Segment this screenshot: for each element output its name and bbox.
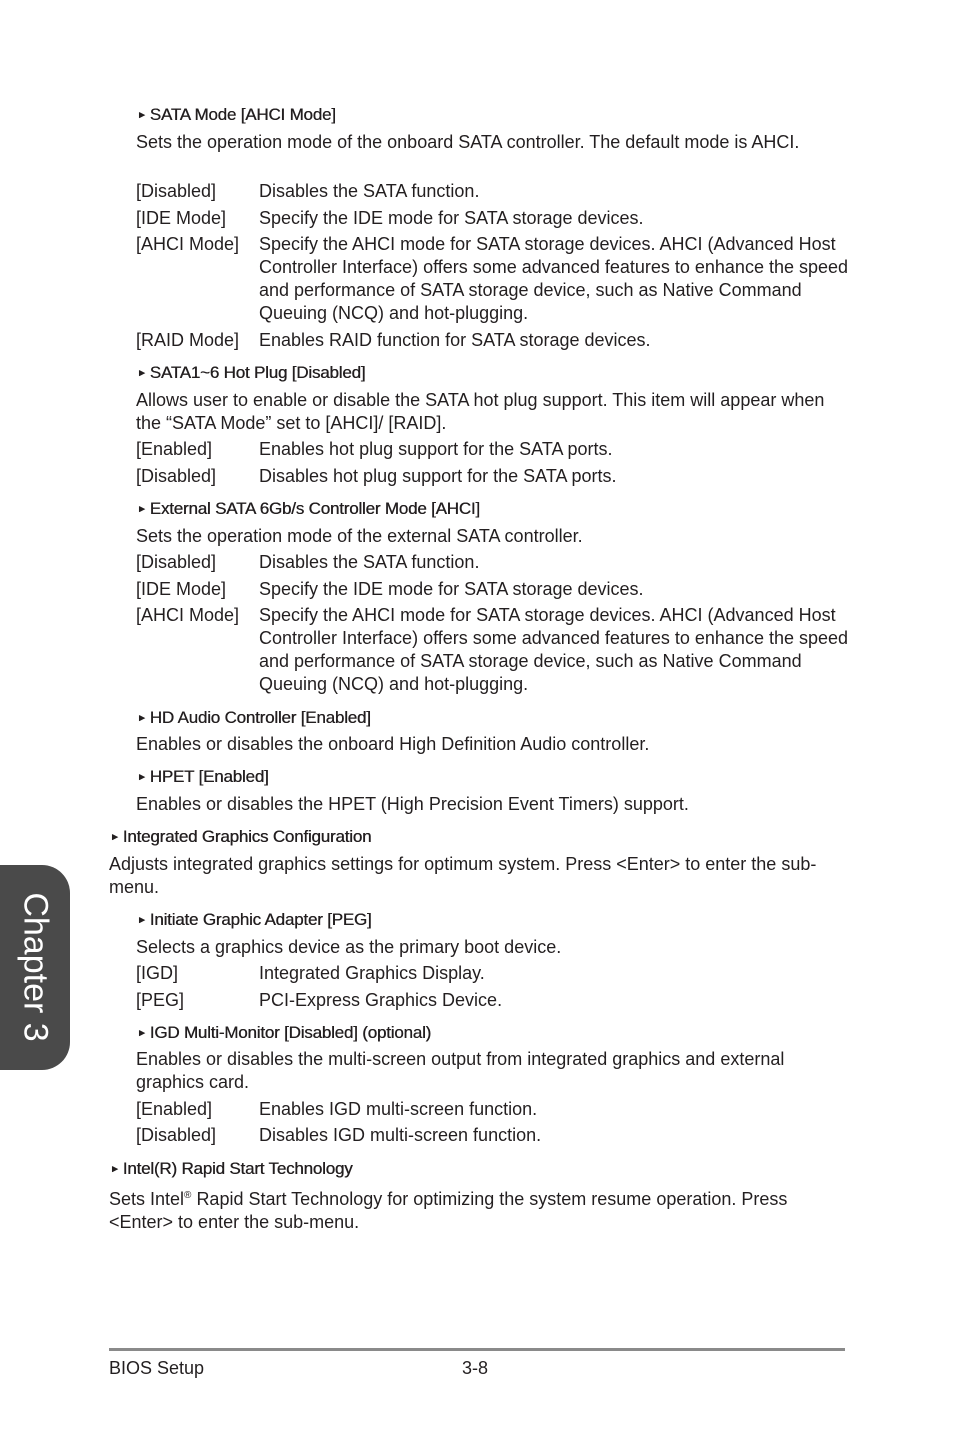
option-value: Disables hot plug support for the SATA ports. — [259, 466, 617, 486]
option-value: Enables IGD multi-screen function. — [259, 1099, 538, 1119]
option-value: Integrated Graphics Display. — [259, 963, 485, 983]
desc-prefix: Sets Intel — [109, 1189, 185, 1209]
option-value: Specify the IDE mode for SATA storage devices. — [259, 208, 644, 228]
triangle-bullet-icon: ► — [137, 713, 147, 724]
heading-text: SATA Mode [AHCI Mode] — [149, 105, 336, 124]
section-description: Sets the operation mode of the onboard SATA controller. The default mode is AHCI. — [136, 132, 800, 152]
footer-section-title: BIOS Setup — [109, 1358, 205, 1378]
desc-text: Rapid Start Technology for optimizing the system resume operation. Press <Enter> to enter the sub-menu. — [109, 1189, 788, 1232]
section-heading — [110, 827, 371, 847]
triangle-bullet-icon: ► — [110, 832, 120, 843]
heading-text: Integrated Graphics Configuration — [122, 827, 372, 846]
option-value: Enables RAID function for SATA storage devices. — [259, 330, 651, 350]
triangle-bullet-icon: ► — [137, 772, 147, 783]
option-key: [RAID Mode] — [136, 330, 240, 350]
triangle-bullet-icon: ► — [137, 915, 147, 926]
triangle-bullet-icon: ► — [137, 368, 147, 379]
triangle-bullet-icon: ► — [137, 504, 147, 515]
section-heading — [137, 767, 269, 787]
option-key: [AHCI Mode] — [136, 605, 240, 625]
heading-text: SATA1~6 Hot Plug [Disabled] — [149, 363, 366, 382]
section-description: Selects a graphics device as the primary boot device. — [136, 937, 562, 957]
option-key: [IDE Mode] — [136, 579, 227, 599]
section-description: Sets the operation mode of the external SATA controller. — [136, 526, 583, 546]
section-heading — [137, 499, 480, 519]
triangle-bullet-icon: ► — [110, 1164, 120, 1175]
heading-text: Initiate Graphic Adapter [PEG] — [149, 910, 372, 929]
heading-text: HD Audio Controller [Enabled] — [149, 708, 371, 727]
section-description — [109, 1184, 844, 1234]
option-key: [Disabled] — [136, 1125, 217, 1145]
option-value: Specify the AHCI mode for SATA storage devices. AHCI (Advanced Host Controller Interface) offers some advanced features to enhance the speed and performance of SATA storage device, such as Native Command Queuing (NCQ) and hot-plugging. — [259, 605, 849, 694]
option-key: [Disabled] — [136, 181, 217, 201]
option-value: Disables the SATA function. — [259, 181, 480, 201]
section-description: Enables or disables the multi-screen output from integrated graphics and external graphics card. — [136, 1049, 785, 1092]
section-heading — [137, 1023, 431, 1043]
footer-divider — [109, 1348, 845, 1351]
option-value: Disables the SATA function. — [259, 552, 480, 572]
option-value: Disables IGD multi-screen function. — [259, 1125, 542, 1145]
heading-text: HPET [Enabled] — [149, 767, 269, 786]
section-description: Allows user to enable or disable the SATA hot plug support. This item will appear when the “SATA Mode” set to [AHCI]/ [RAID]. — [136, 390, 825, 433]
heading-text: External SATA 6Gb/s Controller Mode [AHCI] — [149, 499, 480, 518]
option-key: [IGD] — [136, 963, 179, 983]
option-key: [IDE Mode] — [136, 208, 227, 228]
option-value: Specify the IDE mode for SATA storage devices. — [259, 579, 644, 599]
section-description: Enables or disables the HPET (High Precision Event Timers) support. — [136, 794, 689, 814]
option-key: [Disabled] — [136, 552, 217, 572]
heading-text: Intel(R) Rapid Start Technology — [122, 1159, 353, 1178]
footer-page-number: 3-8 — [462, 1358, 489, 1378]
option-key: [PEG] — [136, 990, 185, 1010]
option-value: PCI-Express Graphics Device. — [259, 990, 503, 1010]
section-description: Adjusts integrated graphics settings for optimum system. Press <Enter> to enter the sub-menu. — [109, 854, 817, 897]
heading-text: IGD Multi-Monitor [Disabled] (optional) — [149, 1023, 432, 1042]
section-heading — [137, 363, 365, 383]
registered-mark: ® — [184, 1190, 192, 1201]
chapter-tab-label: Chapter 3 — [16, 892, 55, 1042]
option-key: [Enabled] — [136, 439, 213, 459]
option-value: Enables hot plug support for the SATA ports. — [259, 439, 613, 459]
option-key: [Disabled] — [136, 466, 217, 486]
option-key: [Enabled] — [136, 1099, 213, 1119]
section-heading — [110, 1159, 352, 1179]
section-heading — [137, 105, 336, 125]
section-description: Enables or disables the onboard High Definition Audio controller. — [136, 734, 650, 754]
chapter-tab — [0, 865, 70, 1070]
triangle-bullet-icon: ► — [137, 110, 147, 121]
option-key: [AHCI Mode] — [136, 234, 240, 254]
section-heading — [137, 910, 371, 930]
triangle-bullet-icon: ► — [137, 1028, 147, 1039]
option-value: Specify the AHCI mode for SATA storage devices. AHCI (Advanced Host Controller Interface) offers some advanced features to enhance the speed and performance of SATA storage device, such as Native Command Queuing (NCQ) and hot-plugging. — [259, 234, 849, 323]
section-heading — [137, 708, 371, 728]
